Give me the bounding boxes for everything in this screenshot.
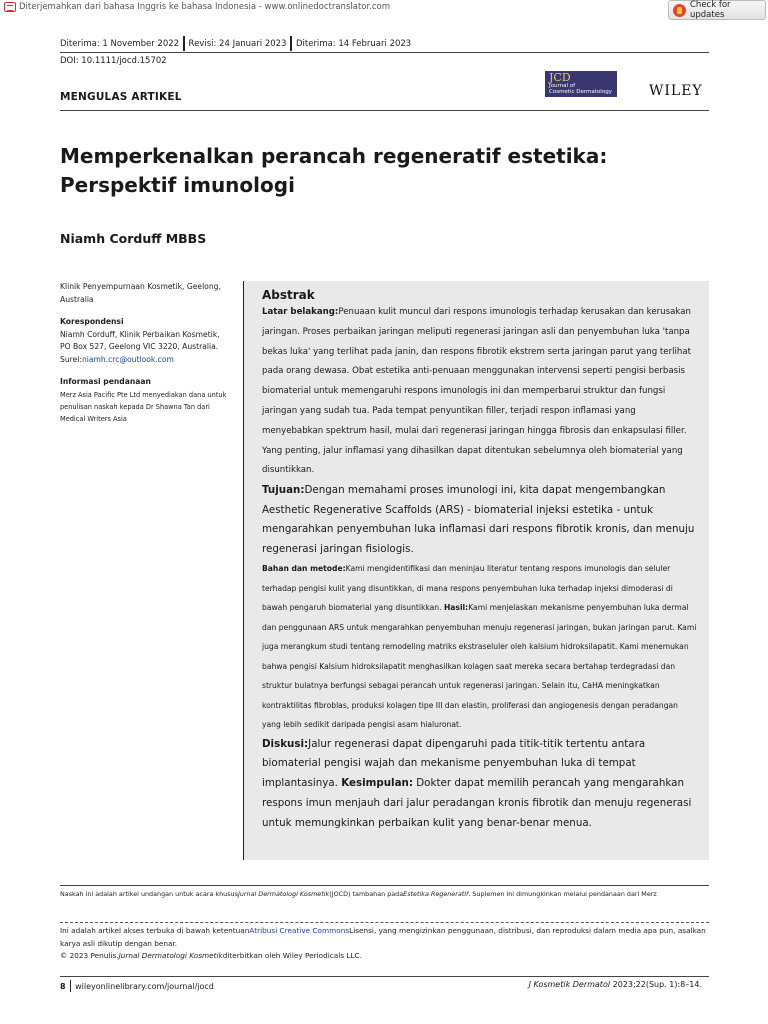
translator-link[interactable]: Diterjemahkan dari bahasa Inggris ke bahasa Indonesia - www.onlinedoctranslator.com [19, 2, 391, 12]
copyright-publisher: diterbitkan oleh Wiley Periodicals LLC. [222, 951, 362, 960]
funding-heading: Informasi pendanaan [60, 377, 151, 386]
note-text: (JOCD) tambahan pada [329, 890, 404, 898]
methods-text: Kami mengidentifikasi dan meninjau literatur tentang respons imunologis dan seluler terhadap pengisi kulit yang disuntikkan, di mana respons penyembuhan luka terhadap injeksi dimoderasi di bawah pengaruh biomaterial yang disuntikkan. [262, 564, 673, 613]
citation-journal: J Kosmetik Dermatol [528, 980, 611, 989]
conclusion-text: Dokter dapat memilih perancah yang mengarahkan respons imun menjauh dari jalur peradangan kronis fibrotik dan menuju regenerasi untuk memungkinkan perbaikan kulit yang benar-benar menua. [262, 777, 692, 829]
discussion-text: Jalur regenerasi dapat dipengaruhi pada titik-titik tertentu antara biomaterial pengisi wajah dan mekanisme penyembuhan luka di tempat implantasinya. [262, 737, 646, 790]
check-for-updates-button[interactable] [668, 0, 766, 20]
note-text: . Suplemen ini dimungkinkan melalui pendanaan dari Merz [468, 890, 657, 898]
footnote-rule [60, 885, 709, 886]
journal-logo-mark: JCD [549, 71, 571, 84]
accepted-date: Diterima: 14 Februari 2023 [295, 38, 412, 49]
article-sidebar [60, 281, 230, 425]
publisher-logo: WILEY [649, 83, 703, 99]
footer-separator [70, 980, 72, 992]
journal-logo-of: Journal of [549, 83, 576, 89]
license-text [60, 925, 715, 950]
article-title: Memperkenalkan perancah regeneratif estetika: Perspektif imunologi [60, 144, 608, 197]
abstract-discussion [262, 735, 699, 834]
journal-site-link[interactable]: wileyonlinelibrary.com/journal/jocd [75, 981, 214, 991]
license-block [60, 925, 715, 963]
page-footer-rule [60, 976, 709, 977]
received-date: Diterima: 1 November 2022 [60, 38, 180, 49]
citation [529, 980, 702, 989]
note-supplement: Estetika Regeneratif [403, 890, 469, 898]
section-rule [60, 110, 709, 111]
license-terms: Lisensi, yang mengizinkan penggunaan, distribusi, dan reproduksi dalam media apa pun, asalkan karya asli dikutip dengan benar. [60, 926, 706, 948]
results-label: Hasil: [443, 603, 469, 613]
funding-text: Merz Asia Pacific Pte Ltd menyediakan dana untuk penulisan naskah kepada Dr Shawna Tan dari Medical Writers Asia [60, 390, 227, 423]
article-type: MENGULAS ARTIKEL [60, 91, 182, 103]
header-rule [60, 52, 709, 53]
abstract-box [243, 281, 709, 860]
author-name[interactable]: Niamh Corduff MBBS [60, 231, 207, 246]
supplement-note [60, 890, 710, 898]
abstract-aim [262, 481, 699, 559]
affiliation: Klinik Penyempurnaan Kosmetik, Geelong, Australia [60, 282, 221, 304]
note-journal: Jurnal Dermatologi Kosmetik [237, 890, 330, 898]
background-text: Penuaan kulit muncul dari respons imunologis terhadap kerusakan dan kerusakan jaringan. Proses perbaikan jaringan meliputi regenerasi jaringan asli dan penyembuhan luka 'tanpa bekas luka' yang terlihat pada janin, dan respons fibrotik ekstrem serta jaringan parut yang terlihat pada orang dewasa. Obat estetika anti-penuaan menggunakan intervensi seperti pengisi berbasis biomaterial untuk memengaruhi respons imunologis ini dan memperbarui struktur dan fungsi jaringan yang sudah tua. Pada tempat penyuntikan filler, terjadi respon inflamasi yang menyebabkan spektrum hasil, mulai dari regenerasi jaringan hingga fibrosis dan enkapsulasi filler. Yang penting, jalur inflamasi yang dihasilkan dapat ditentukan sebelumnya oleh biomaterial yang disuntikkan. [262, 307, 691, 476]
copyright-journal: Jurnal Dermatologi Kosmetik [118, 951, 223, 960]
copyright [60, 950, 715, 963]
aim-label: Tujuan: [262, 484, 305, 497]
conclusion-label: Kesimpulan: [341, 777, 413, 790]
revised-date: Revisi: 24 Januari 2023 [188, 38, 287, 49]
correspondence-text [60, 329, 230, 367]
doi[interactable]: DOI: 10.1111/jocd.15702 [60, 56, 167, 66]
abstract-heading: Abstrak [262, 288, 315, 302]
page-footer [60, 980, 214, 992]
background-label: Latar belakang: [262, 307, 339, 317]
article-dates [60, 36, 411, 51]
page-number: 8 [60, 981, 66, 991]
crossmark-icon [673, 4, 686, 17]
abstract-methods [262, 559, 699, 735]
journal-logo [545, 71, 617, 97]
abstract-background [262, 303, 699, 481]
citation-volume: 2023;22(Sup. 1):8–14. [612, 980, 702, 989]
discussion-label: Diskusi: [262, 737, 309, 750]
correspondence-address: Niamh Corduff, Klinik Perbaikan Kosmetik, PO Box 527, Geelong VIC 3220, Australia. [60, 329, 220, 351]
copyright-text: © 2023 Penulis. [60, 951, 119, 960]
results-text: Kami menjelaskan mekanisme penyembuhan luka dermal dan penggunaan ARS untuk mengarahkan penyembuhan menuju regenerasi jaringan, bukan jaringan parut. Kami juga merangkum studi tentang remodeling matriks ekstraseluler oleh kalsium hidroksilapatit. Kami menemukan bahwa pengisi Kalsium hidroksilapatit menghasilkan kolagen saat mereka secara bertahap terdegradasi dan struktur bulatnya berfungsi sebagai perancah untuk regenerasi jaringan. Selain itu, CaHA meningkatkan kontraktilitas fibroblas, produksi kolagen tipe III dan elastin, proliferasi dan angiogenesis dengan peradangan yang lebih sedikit daripada pengisi asam hialuronat. [262, 603, 697, 730]
correspondence-heading: Korespondensi [60, 317, 124, 326]
aim-text: Dengan memahami proses imunologi ini, kita dapat mengembangkan Aesthetic Regenerative Scaffolds (ARS) - biomaterial injeksi estetika - untuk mengarahkan penyembuhan luka inflamasi dari respons fibrotik kronis, dan menuju regenerasi jaringan fisiologis. [262, 484, 695, 555]
email-link[interactable]: niamh.crc@outlook.com [81, 354, 174, 364]
translate-icon [4, 2, 16, 12]
license-link[interactable]: Atribusi Creative Commons [249, 926, 350, 935]
journal-logo-name: Cosmetic Dermatology [549, 89, 612, 95]
note-text: Naskah ini adalah artikel undangan untuk acara khusus [60, 890, 238, 898]
translator-banner [0, 0, 390, 14]
email-label: Surel: [60, 354, 82, 364]
dotted-rule [60, 922, 709, 923]
methods-label: Bahan dan metode: [262, 564, 346, 574]
date-separator [290, 36, 292, 51]
check-for-updates-label: Check for updates [690, 0, 731, 20]
date-separator [183, 36, 185, 51]
license-intro: Ini adalah artikel akses terbuka di bawah ketentuan [60, 926, 250, 935]
